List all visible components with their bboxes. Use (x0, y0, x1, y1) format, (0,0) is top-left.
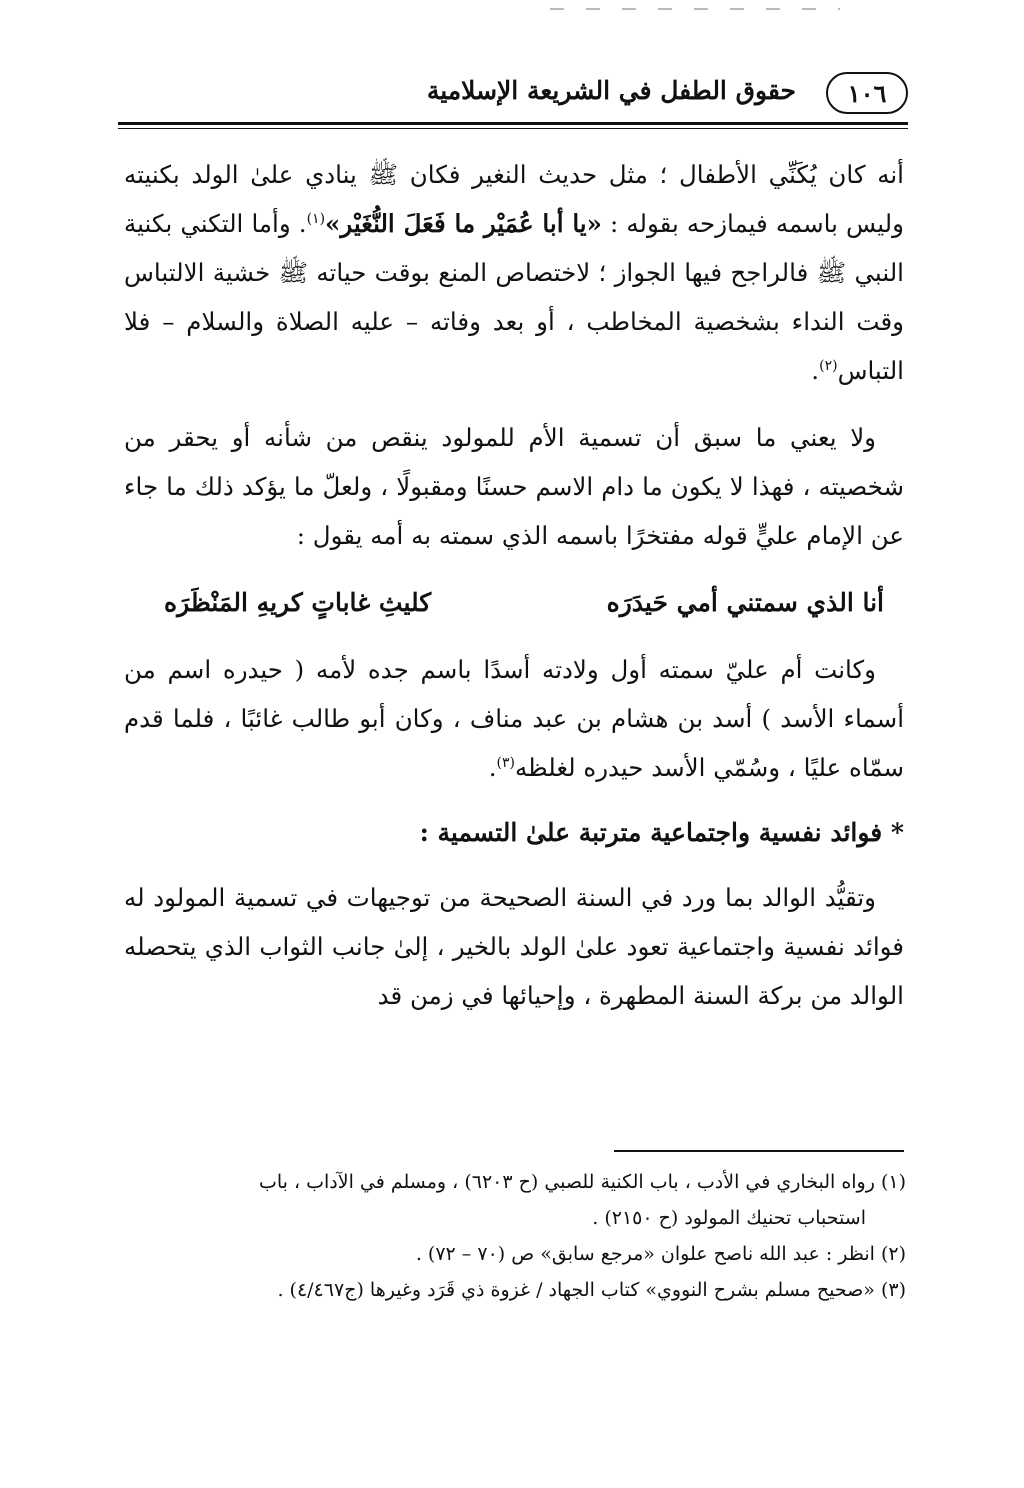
scan-artifact-dashes (550, 8, 840, 10)
page-number: ١٠٦ (826, 72, 908, 114)
spacer (124, 560, 904, 578)
paragraph-2: ولا يعني ما سبق أن تسمية الأم للمولود ينقص من شأنه أو يحقر من شخصيته ، فهذا لا يكون ما دام الاسم حسنًا ومقبولًا ، ولعلّ ما يؤكد ذلك ما جاء عن الإمام عليٍّ قوله مفتخرًا باسمه الذي سمته به أمه يقول : (124, 423, 904, 550)
footnote-3: (٣) «صحيح مسلم بشرح النووي» كتاب الجهاد / غزوة ذي قَرَد وغيرها (ج٤/٤٦٧) . (277, 1279, 906, 1301)
hadith-quote: «يا أبا عُمَيْر ما فَعَلَ النُّغَيْر» (325, 209, 602, 238)
poem-hemistich-right: أنا الذي سمتني أمي حَيدَرَه (606, 588, 884, 617)
poem-verse (124, 578, 904, 627)
spacer (124, 395, 904, 413)
footnote-ref-2[interactable]: (٢) (819, 357, 838, 374)
paragraph-1-end: . (811, 356, 820, 385)
footnote-separator (614, 1150, 904, 1152)
poem-hemistich-left: كليثِ غاباتٍ كريهِ المَنْظَرَه (164, 588, 432, 617)
main-text (124, 150, 904, 1020)
footnotes (124, 1164, 906, 1308)
header-rule-thick (118, 122, 908, 125)
footnote-1 (124, 1164, 906, 1236)
paragraph-4: وتقيُّد الوالد بما ورد في السنة الصحيحة من توجيهات في تسمية المولود له فوائد نفسية واجتماعية تعود علىٰ الولد بالخير ، إلىٰ جانب الثواب الذي يتحصله الوالد من بركة السنة المطهرة ، وإحيائها في زمن قد (124, 883, 904, 1010)
footnote-2: (٢) انظر : عبد الله ناصح علوان «مرجع سابق» ص (٧٠ – ٧٢) . (415, 1243, 906, 1265)
paragraph-1 (124, 150, 904, 395)
spacer (124, 792, 904, 808)
header-rule-thin (118, 128, 908, 129)
spacer (124, 857, 904, 873)
footnote-ref-1[interactable]: (١) (306, 210, 326, 227)
section-heading: * فوائد نفسية واجتماعية مترتبة علىٰ التسمية : (419, 818, 904, 847)
spacer (124, 627, 904, 645)
running-title: حقوق الطفل في الشريعة الإسلامية (426, 76, 796, 105)
paragraph-3-text: وكانت أم عليّ سمته أول ولادته أسدًا باسم جده لأمه ( حيدره اسم من أسماء الأسد ) أسد بن هشام بن عبد مناف ، وكان أبو طالب غائبًا ، فلما قدم سمّاه عليًا ، وسُمّي الأسد حيدره لغلظه (124, 655, 904, 782)
paragraph-3-end: . (488, 753, 497, 782)
footnote-1-line-2: استحباب تحنيك المولود (ح ٢١٥٠) . (592, 1207, 866, 1229)
footnote-ref-3[interactable]: (٣) (496, 754, 515, 771)
paragraph-1-text-b: . وأما التكني بكنية النبي ﷺ فالراجح فيها الجواز ؛ لاختصاص المنع بوقت حياته ﷺ خشية الالتباس وقت النداء بشخصية المخاطب ، أو بعد وفاته – عليه الصلاة والسلام – فلا التباس (124, 209, 904, 385)
paragraph-1-text-a: أنه كان يُكَنِّي الأطفال ؛ مثل حديث النغير فكان ﷺ ينادي علىٰ الولد بكنيته وليس باسمه فيمازحه بقوله : (124, 160, 904, 238)
footnote-1-line-1: (١) رواه البخاري في الأدب ، باب الكنية للصبي (ح ٦٢٠٣) ، ومسلم في الآداب ، باب (258, 1171, 906, 1193)
paragraph-3 (124, 645, 904, 792)
page-header (118, 66, 908, 124)
